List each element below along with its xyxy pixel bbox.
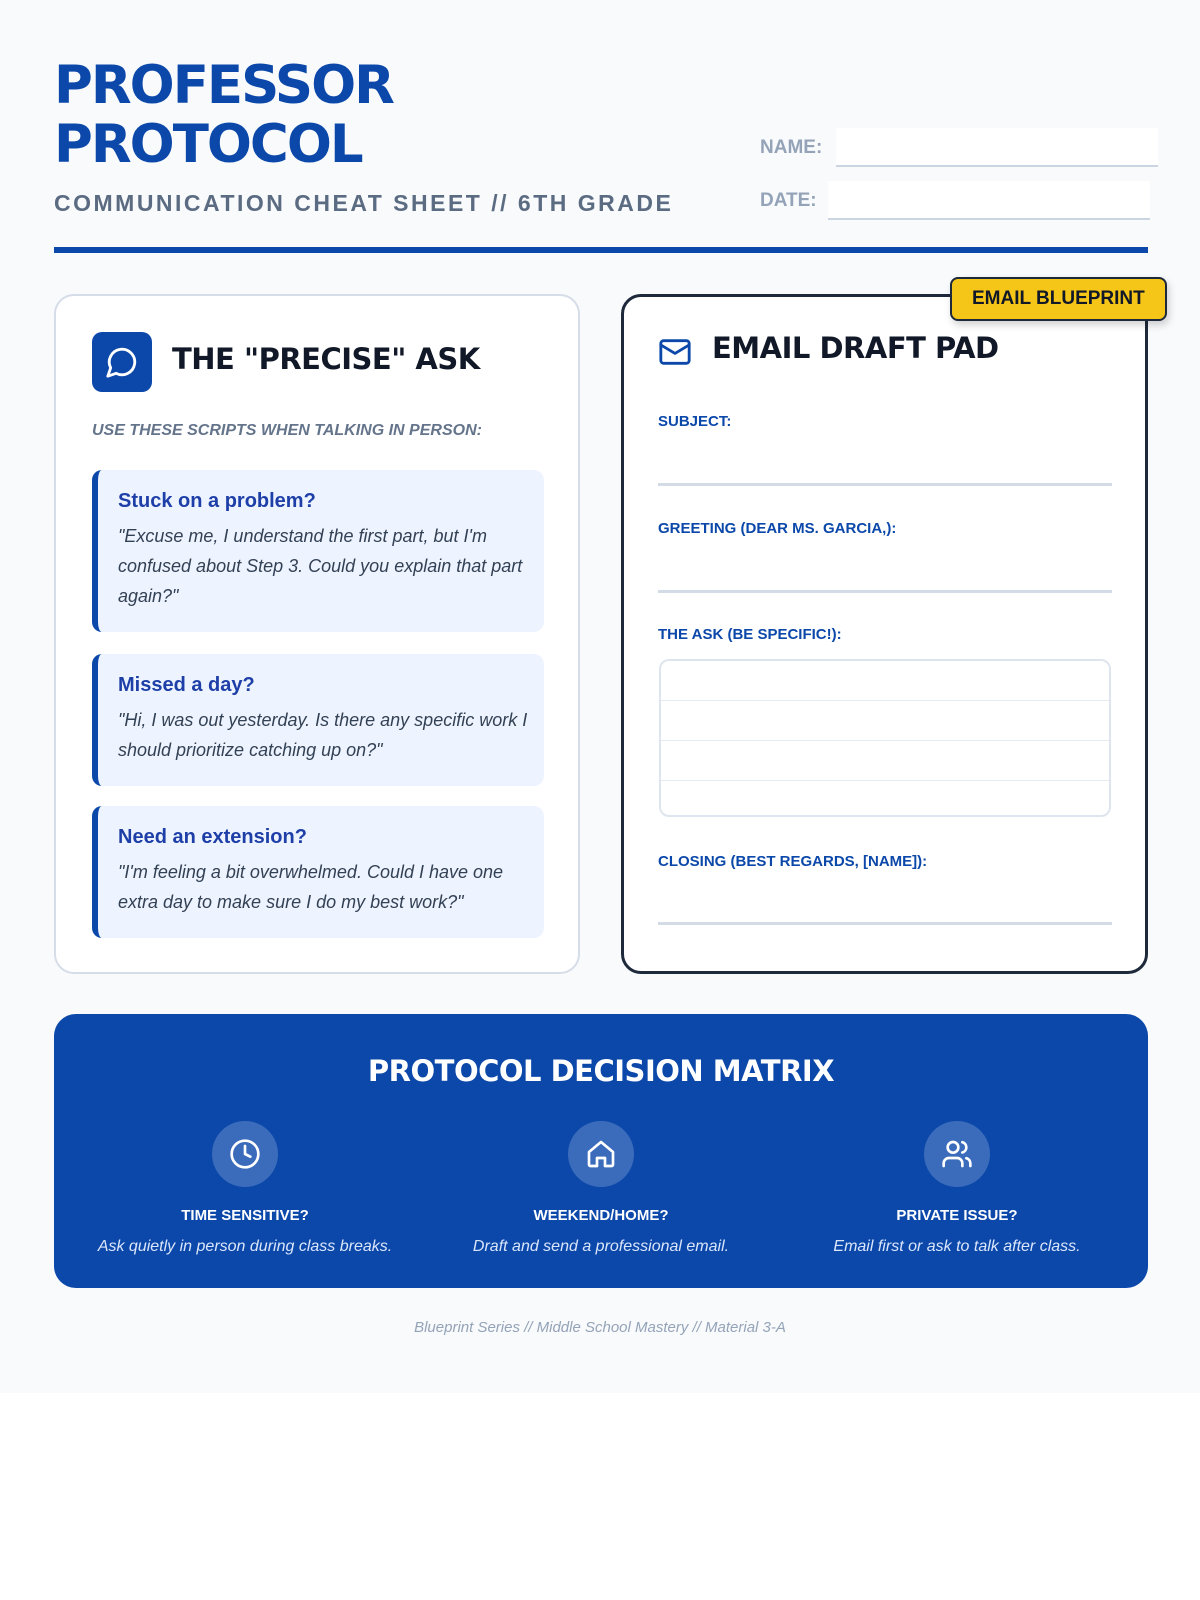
matrix-item-heading: PRIVATE ISSUE? (896, 1207, 1018, 1224)
greeting-line-input[interactable] (658, 590, 1112, 593)
users-icon (924, 1121, 990, 1187)
script-card (92, 806, 544, 938)
precise-ask-note: USE THESE SCRIPTS WHEN TALKING IN PERSON: (92, 422, 482, 439)
matrix-item (421, 1121, 781, 1256)
script-card (92, 470, 544, 632)
decision-matrix-panel (54, 1014, 1148, 1288)
ask-label: THE ASK (BE SPECIFIC!): (658, 626, 842, 643)
script-answer: "Hi, I was out yesterday. Is there any specific work I should prioritize catching up on?" (118, 710, 528, 760)
title-line-1: PROFESSOR (54, 55, 393, 116)
script-question: Missed a day? (118, 674, 255, 696)
date-label: DATE: (760, 189, 817, 211)
page-subtitle: COMMUNICATION CHEAT SHEET // 6TH GRADE (54, 190, 674, 216)
greeting-label: GREETING (DEAR MS. GARCIA,): (658, 520, 897, 537)
date-input[interactable] (828, 181, 1150, 220)
mail-icon (658, 335, 692, 374)
matrix-item-text: Draft and send a professional email. (472, 1238, 730, 1255)
matrix-item-text: Ask quietly in person during class breaks. (97, 1238, 393, 1255)
subject-line-input[interactable] (658, 483, 1112, 486)
precise-ask-title: THE "PRECISE" ASK (172, 342, 480, 376)
subject-label: SUBJECT: (658, 413, 732, 430)
matrix-item (65, 1121, 425, 1256)
page-title (54, 56, 674, 174)
matrix-item-heading: WEEKEND/HOME? (533, 1207, 669, 1224)
page-footer: Blueprint Series // Middle School Mastery // Material 3-A (414, 1319, 786, 1336)
closing-line-input[interactable] (658, 922, 1112, 925)
name-label: NAME: (760, 136, 823, 158)
header-divider (54, 247, 1148, 253)
email-draft-card (621, 294, 1148, 974)
script-answer: "Excuse me, I understand the first part, but I'm confused about Step 3. Could you explain that part again?" (118, 526, 523, 606)
name-field-row (760, 128, 1158, 167)
script-question: Stuck on a problem? (118, 490, 316, 512)
script-answer: "I'm feeling a bit overwhelmed. Could I have one extra day to make sure I do my best work?" (118, 862, 504, 912)
email-draft-title: EMAIL DRAFT PAD (712, 331, 999, 365)
matrix-title: PROTOCOL DECISION MATRIX (367, 1054, 835, 1088)
email-blueprint-badge: EMAIL BLUEPRINT (950, 277, 1167, 321)
name-input[interactable] (836, 128, 1158, 167)
precise-ask-card (54, 294, 580, 974)
home-icon (568, 1121, 634, 1187)
script-card (92, 654, 544, 786)
date-field-row (760, 181, 1150, 220)
closing-label: CLOSING (BEST REGARDS, [NAME]): (658, 853, 928, 870)
matrix-item-text: Email first or ask to talk after class. (833, 1238, 1081, 1255)
script-question: Need an extension? (118, 826, 307, 848)
matrix-item-heading: TIME SENSITIVE? (181, 1207, 309, 1224)
chat-bubble-icon (92, 332, 152, 392)
matrix-item (777, 1121, 1137, 1256)
title-line-2: PROTOCOL (54, 114, 362, 175)
clock-icon (212, 1121, 278, 1187)
ask-lined-box[interactable] (659, 659, 1111, 817)
